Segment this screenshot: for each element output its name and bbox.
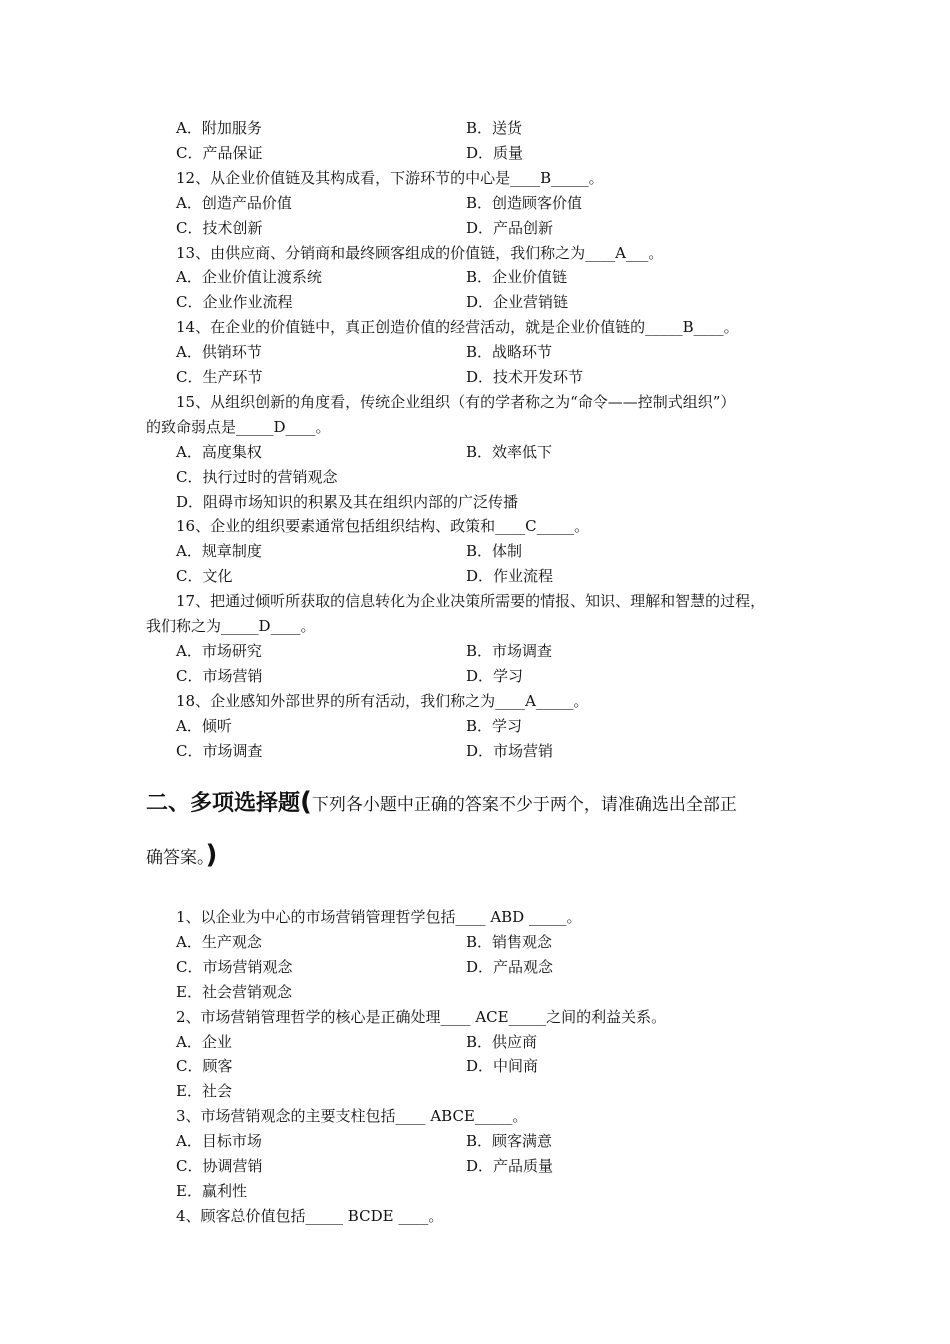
answer-option: B．顾客满意 xyxy=(466,1132,553,1151)
answer-option: D．产品观念 xyxy=(466,957,554,976)
answer-option: D．作业流程 xyxy=(466,567,554,586)
section-heading xyxy=(146,786,737,817)
answer-option: A．规章制度 xyxy=(176,542,262,561)
answer-option: B．供应商 xyxy=(466,1032,538,1051)
question-text: 3、市场营销观念的主要支柱包括____ ABCE_____。 xyxy=(176,1107,528,1126)
question-text: 15、从组织创新的角度看，传统企业组织（有的学者称之为“命令——控制式组织”） xyxy=(176,392,736,411)
answer-option: D．产品质量 xyxy=(466,1157,554,1175)
answer-option: B．战略环节 xyxy=(466,343,553,362)
answer-option: D．中间商 xyxy=(466,1057,539,1076)
answer-option: A．市场研究 xyxy=(176,641,262,660)
answer-option: D．阻碍市场知识的积累及其在组织内部的广泛传播 xyxy=(176,492,519,511)
answer-option: E．社会营销观念 xyxy=(176,982,292,1001)
answer-option: B．送货 xyxy=(466,119,523,137)
question-text-continued: 我们称之为_____D____。 xyxy=(146,617,316,635)
answer-option: C．市场营销 xyxy=(176,666,263,685)
question-text: 16、企业的组织要素通常包括组织结构、政策和____C_____。 xyxy=(176,517,590,536)
question-text: 13、由供应商、分销商和最终顾客组成的价值链，我们称之为____A___。 xyxy=(176,243,664,262)
question-text: 1、以企业为中心的市场营销管理哲学包括____ ABD _____。 xyxy=(176,908,582,926)
section-note-line2: 确答案。 xyxy=(146,848,206,868)
answer-option: D．企业营销链 xyxy=(466,293,569,312)
answer-option: D．技术开发环节 xyxy=(466,368,584,386)
answer-option: A．供销环节 xyxy=(176,343,262,362)
answer-option: E．社会 xyxy=(176,1082,232,1101)
answer-option: B．市场调查 xyxy=(466,641,553,660)
answer-option: B．销售观念 xyxy=(466,932,553,951)
answer-option: C．执行过时的营销观念 xyxy=(176,467,338,486)
answer-option: D．产品创新 xyxy=(466,218,554,237)
question-text-continued: 的致命弱点是_____D____。 xyxy=(146,417,331,436)
question-text: 18、企业感知外部世界的所有活动，我们称之为____A_____。 xyxy=(176,691,589,710)
answer-option: A．企业 xyxy=(176,1032,232,1051)
close-paren: ) xyxy=(205,840,218,870)
open-paren: ( xyxy=(300,787,312,817)
answer-option: B．学习 xyxy=(466,716,523,735)
answer-option: D．市场营销 xyxy=(466,741,554,760)
answer-option: C．顾客 xyxy=(176,1057,233,1076)
answer-option: A．高度集权 xyxy=(176,442,262,461)
answer-option: A．生产观念 xyxy=(176,932,262,951)
answer-option: A．企业价值让渡系统 xyxy=(176,268,322,287)
section-heading-cont xyxy=(146,840,217,870)
answer-option: B．企业价值链 xyxy=(466,268,568,287)
answer-option: E．赢利性 xyxy=(176,1181,247,1200)
answer-option: A．创造产品价值 xyxy=(176,193,292,212)
question-text: 4、顾客总价值包括_____ BCDE ____。 xyxy=(176,1206,444,1225)
section-title: 二、多项选择题 xyxy=(146,791,301,816)
answer-option: D．学习 xyxy=(466,666,524,685)
answer-option: C．文化 xyxy=(176,567,233,586)
question-text: 12、从企业价值链及其构成看，下游环节的中心是____B_____。 xyxy=(176,168,604,187)
answer-option: A．目标市场 xyxy=(176,1132,262,1151)
question-text: 14、在企业的价值链中，真正创造价值的经营活动，就是企业价值链的_____B____。 xyxy=(176,318,739,337)
answer-option: A．倾听 xyxy=(176,716,232,735)
answer-option: C．产品保证 xyxy=(176,143,263,162)
answer-option: C．协调营销 xyxy=(176,1157,263,1175)
answer-option: A．附加服务 xyxy=(176,119,262,137)
question-text: 2、市场营销管理哲学的核心是正确处理____ ACE_____之间的利益关系。 xyxy=(176,1007,667,1026)
answer-option: B．创造顾客价值 xyxy=(466,193,583,212)
answer-option: C．生产环节 xyxy=(176,368,263,386)
answer-option: C．企业作业流程 xyxy=(176,293,293,312)
answer-option: B．体制 xyxy=(466,542,523,561)
answer-option: B．效率低下 xyxy=(466,442,553,461)
answer-option: C．市场调查 xyxy=(176,741,263,760)
section-note-line1: 下列各小题中正确的答案不少于两个，请准确选出全部正 xyxy=(311,795,737,815)
question-text: 17、把通过倾听所获取的信息转化为企业决策所需要的情报、知识、理解和智慧的过程， xyxy=(176,592,766,611)
answer-option: C．市场营销观念 xyxy=(176,957,293,976)
answer-option: C．技术创新 xyxy=(176,218,263,237)
answer-option: D．质量 xyxy=(466,143,524,162)
